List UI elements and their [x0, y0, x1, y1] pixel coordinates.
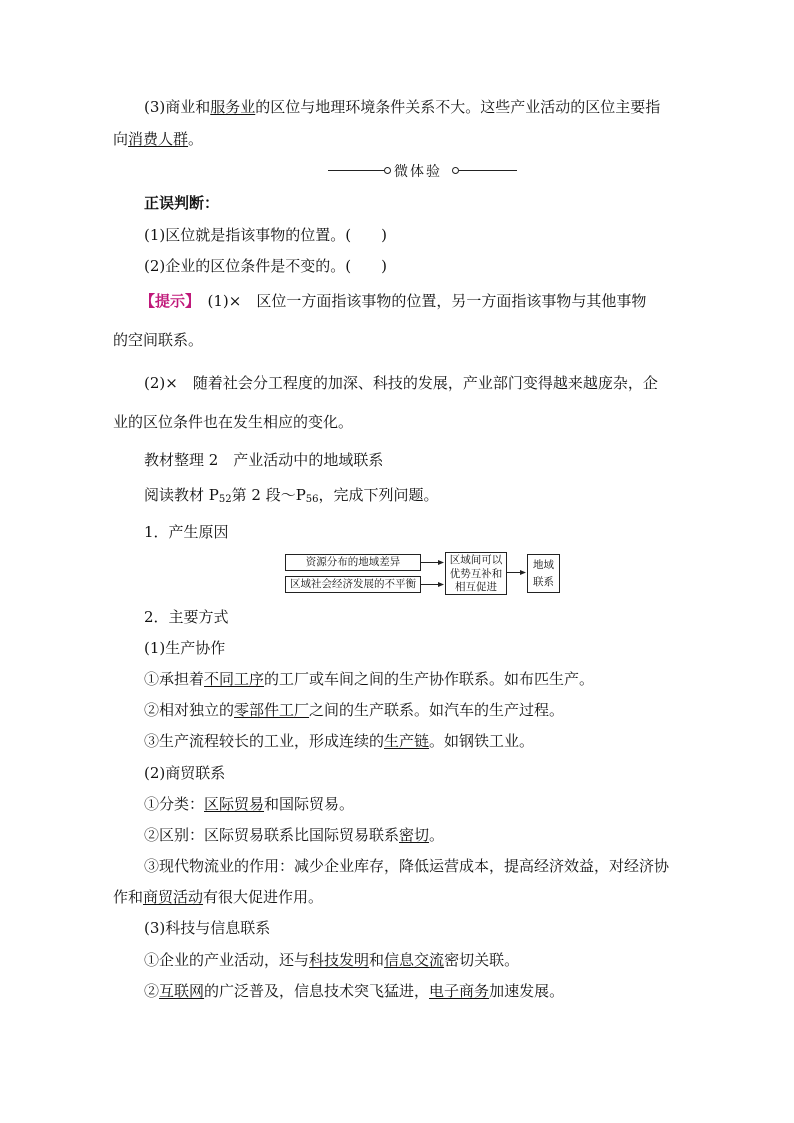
middle-box: 区域间可以 优势互补和 相互促进 — [445, 552, 507, 595]
subheading-tech: (3)科技与信息联系 — [144, 919, 271, 937]
heading-methods: 2．主要方式 — [144, 608, 229, 626]
subheading-production: (1)生产协作 — [144, 639, 226, 657]
underlined-term: 不同工序 — [204, 670, 265, 688]
divider-title: 微体验 — [394, 164, 442, 180]
underlined-term: 互联网 — [159, 982, 205, 1000]
section-divider — [328, 161, 518, 181]
underlined-term: 信息交流 — [384, 951, 445, 969]
hint-line-1: 【提示】 (1)× 区位一方面指该事物的位置，另一方面指该事物与其他事物 — [140, 292, 647, 310]
underlined-term: 商贸活动 — [143, 888, 204, 906]
hint-line-3: (2)× 随着社会分工程度的加深、科技的发展，产业部门变得越来越庞杂，企 — [144, 374, 658, 392]
production-item-3: ③生产流程较长的工业，形成连续的生产链。如钢铁工业。 — [144, 732, 535, 750]
trade-item-1: ①分类：区际贸易和国际贸易。 — [144, 795, 355, 813]
cause-box-1: 资源分布的地域差异 — [285, 554, 421, 571]
trade-item-3-cont: 作和商贸活动有很大促进作用。 — [113, 888, 324, 906]
section-title: 教材整理 2 产业活动中的地域联系 — [144, 451, 384, 469]
tech-item-1: ①企业的产业活动，还与科技发明和信息交流密切关联。 — [144, 951, 520, 969]
trade-item-2: ②区别：区际贸易联系比国际贸易联系密切。 — [144, 826, 445, 844]
arrow-head — [438, 560, 444, 565]
underlined-term: 消费人群 — [128, 130, 189, 148]
paragraph-3-line-1: (3)商业和服务业的区位与地理环境条件关系不大。这些产业活动的区位主要指 — [144, 98, 661, 116]
result-box: 地域 联系 — [527, 554, 560, 593]
hint-line-4: 业的区位条件也在发生相应的变化。 — [113, 413, 354, 431]
diagram-arrows — [285, 552, 560, 596]
underlined-term: 服务业 — [210, 98, 256, 116]
tech-item-2: ②互联网的广泛普及，信息技术突飞猛进，电子商务加速发展。 — [144, 982, 565, 1000]
subheading-trade: (2)商贸联系 — [144, 764, 226, 782]
hint-tag: 【提示】 — [140, 292, 193, 310]
arrow-head — [520, 570, 526, 575]
underlined-term: 生产链 — [384, 732, 430, 750]
judge-question-1: (1)区位就是指该事物的位置。( ) — [144, 226, 387, 244]
judge-question-2: (2)企业的区位条件是不变的。( ) — [144, 257, 387, 275]
trade-item-3: ③现代物流业的作用：减少企业库存，降低运营成本，提高经济效益，对经济协 — [144, 857, 670, 875]
arrow-head — [438, 582, 444, 587]
underlined-term: 零部件工厂 — [234, 701, 310, 719]
cause-box-2: 区域社会经济发展的不平衡 — [285, 576, 421, 593]
judge-heading: 正误判断： — [144, 194, 220, 212]
divider-dot — [384, 167, 391, 174]
underlined-term: 密切 — [399, 826, 430, 844]
underlined-term: 科技发明 — [309, 951, 370, 969]
heading-causes: 1．产生原因 — [144, 523, 229, 541]
causes-diagram — [285, 552, 560, 596]
underlined-term: 区际贸易 — [204, 795, 265, 813]
production-item-2: ②相对独立的零部件工厂之间的生产联系。如汽车的生产过程。 — [144, 701, 565, 719]
production-item-1: ①承担着不同工序的工厂或车间之间的生产协作联系。如布匹生产。 — [144, 670, 595, 688]
underlined-term: 电子商务 — [429, 982, 490, 1000]
reading-instruction: 阅读教材 $P_{52}$第 2 段$\sim P_{56}$，完成下列问题。 — [144, 486, 439, 505]
hint-line-2: 的空间联系。 — [113, 331, 204, 349]
paragraph-3-line-2: 向消费人群。 — [113, 130, 204, 148]
divider-dot — [452, 167, 459, 174]
